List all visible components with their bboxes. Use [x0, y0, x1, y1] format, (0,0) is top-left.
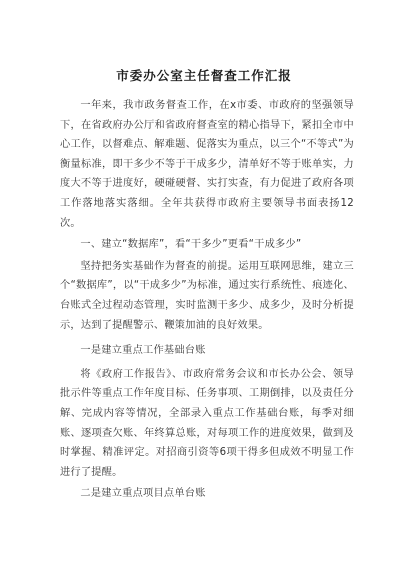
document-title: 市委办公室主任督查工作汇报	[116, 68, 292, 83]
intro-paragraph: 一年来，我市政务督查工作，在x市委、市政府的坚强领导下，在省政府办公厅和省政府督查室的精心指导下，紧扣全市中心工作，以督难点、解难题、促落实为重点，以三个“不等式”为衡量标准，即干多少不等于干成多少，清单好不等于账单实，力度大不等于进度好，硬碰硬督、实打实查，有力促进了政府各项工作落地落实落细。全年共获得市政府主要领导书面表扬12次。	[60, 100, 354, 229]
subheading-1: 一是建立重点工作基础台账	[80, 345, 206, 357]
subheading-2: 二是建立重点项目点单台账	[80, 488, 206, 500]
section-1-paragraph: 坚持把务实基础作为督查的前提。运用互联网思维，建立三个“数据库”，以“干成多少”为标准，通过实行系统性、痕迹化、台账式全过程动态管理，实时监测干多少、成多少，及时分析提示，达到了提醒警示、鞭策加油的良好效果。	[60, 260, 354, 331]
document-body	[60, 96, 354, 504]
section-heading-1: 一、建立“数据库”，看“干多少”更看“干成多少”	[80, 239, 302, 251]
subsection-1-paragraph: 将《政府工作报告》、市政府常务会议和市长办公会、领导批示件等重点工作年度目标、任务事项、工期倒排，以及责任分解、完成内容等情况，全部录入重点工作基础台账，每季对细账、逐项查欠账、年终算总账，对每项工作的进度效果，做到及时掌握、精准评定。对招商引资等6项干得多但成效不明显工作进行了提醒。	[60, 368, 354, 478]
